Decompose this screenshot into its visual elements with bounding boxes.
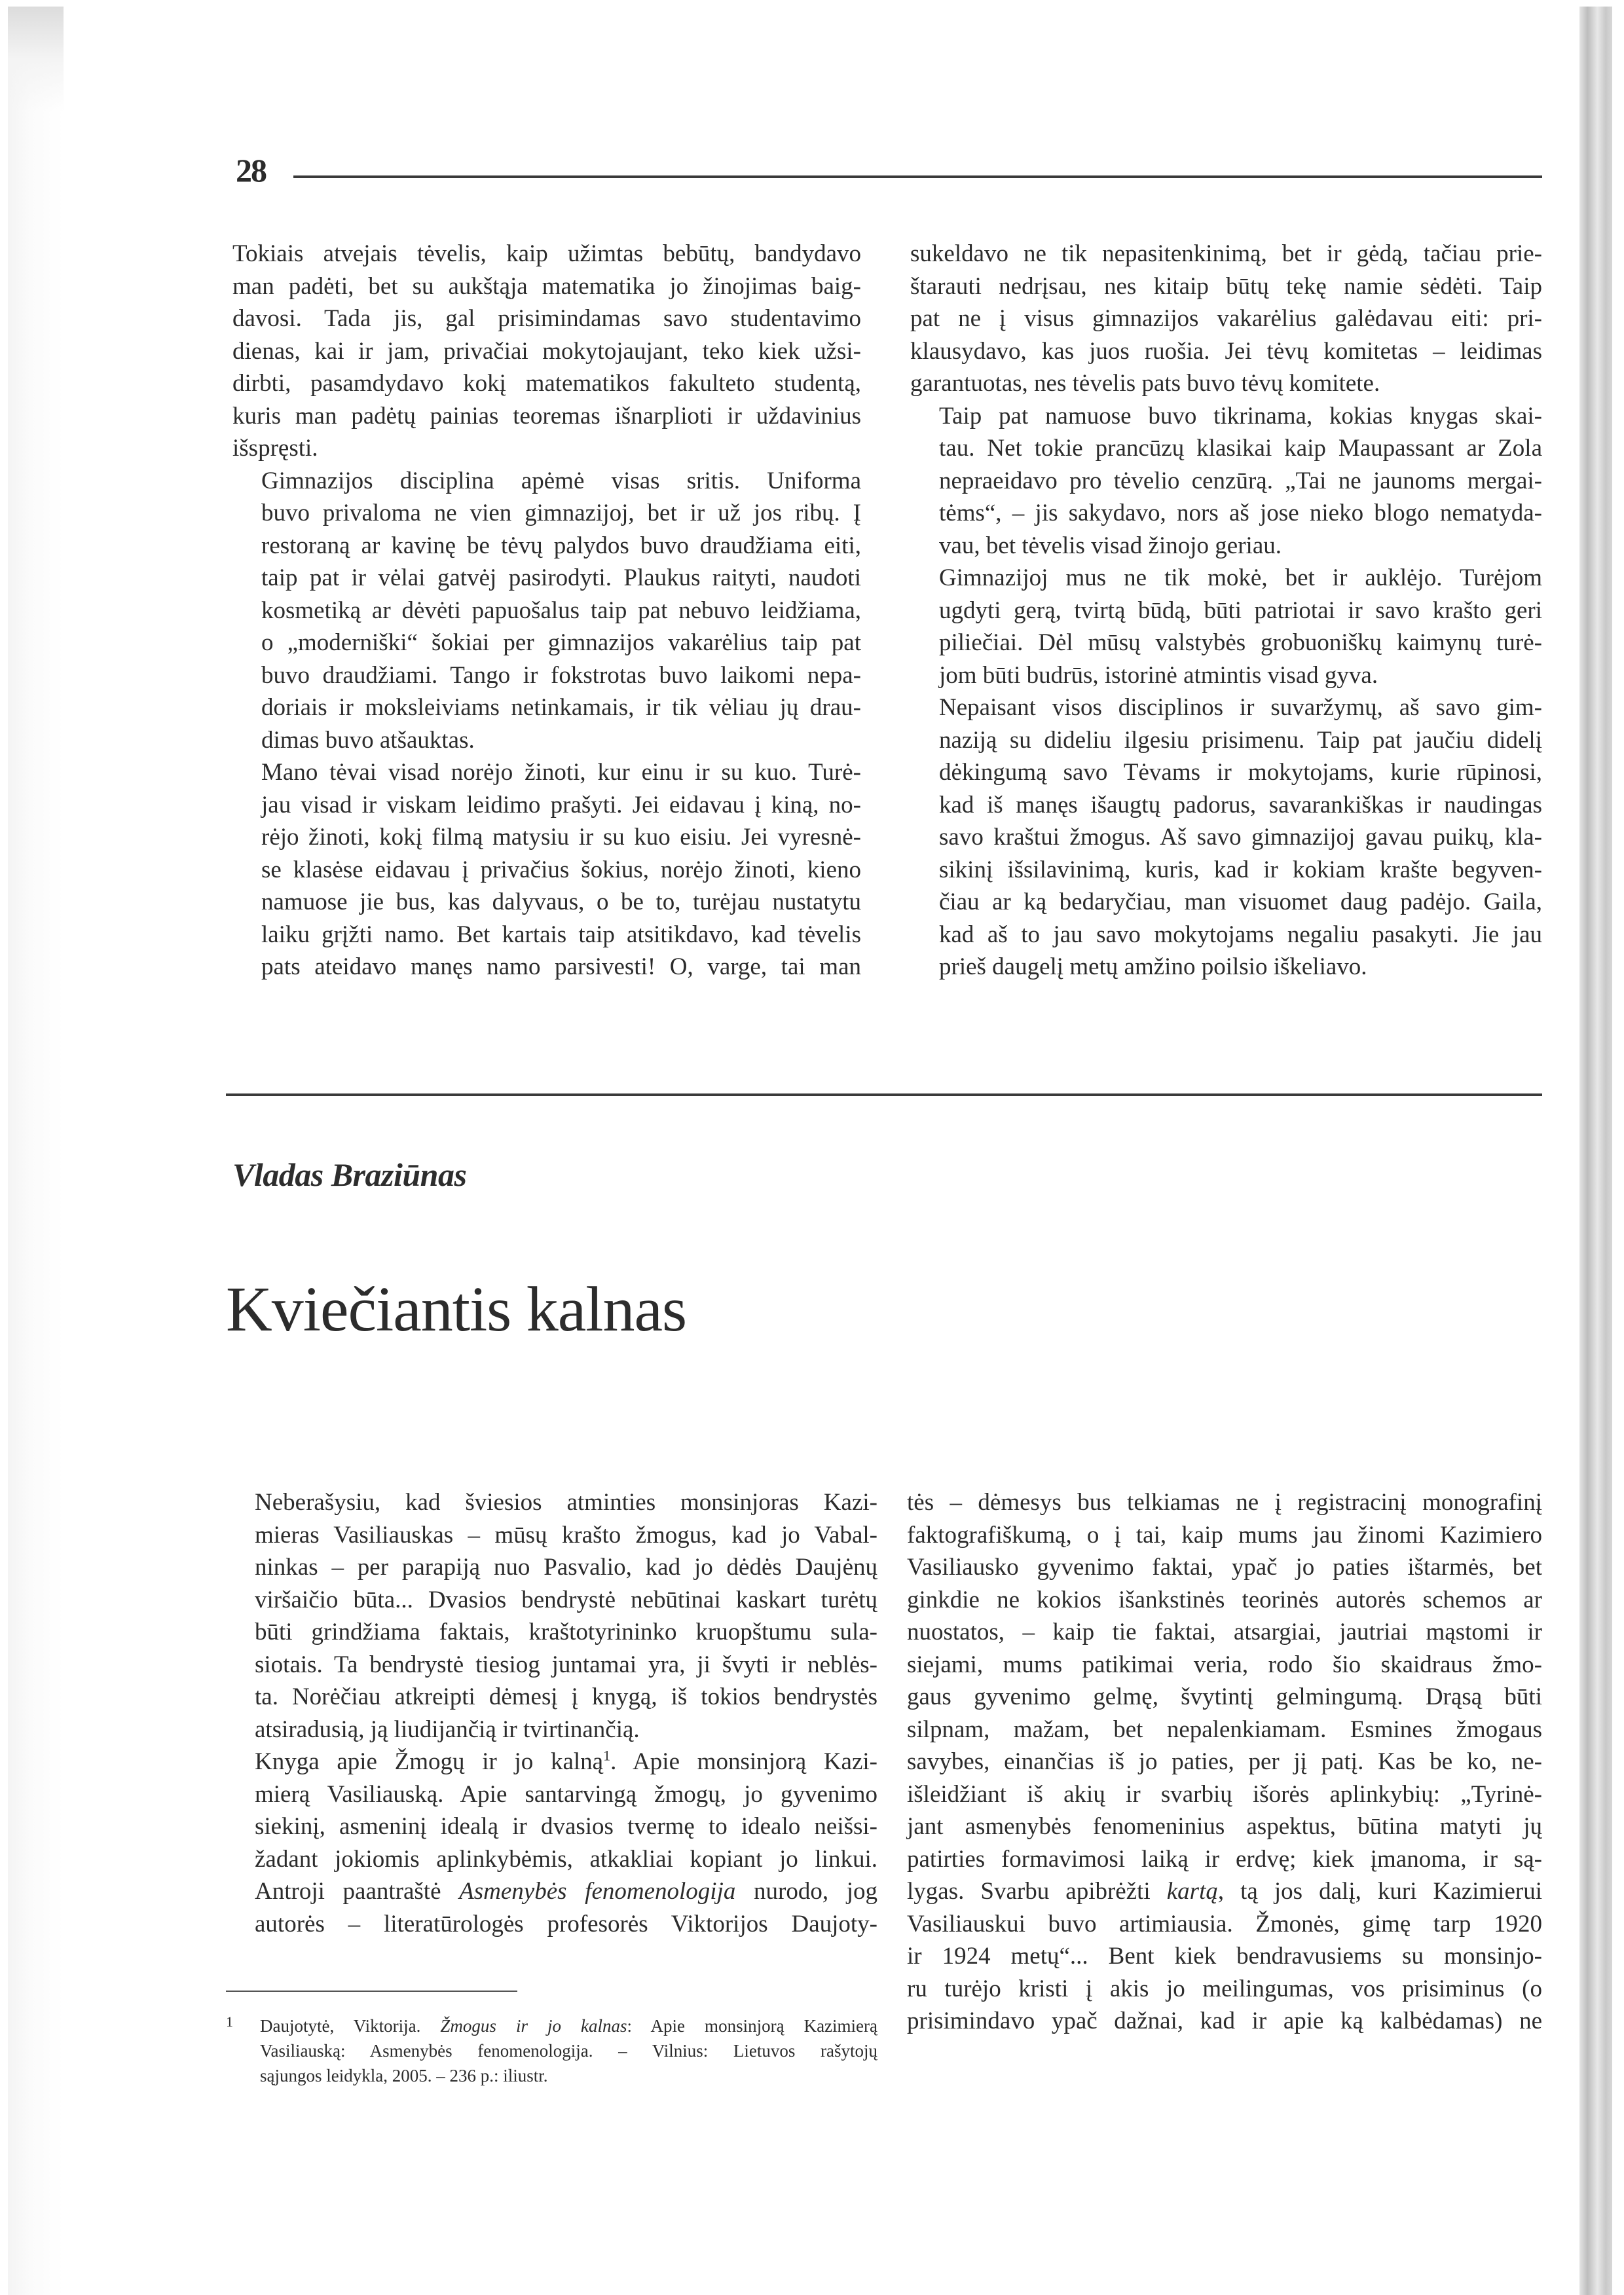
text-line: buvo draudžiami. Tango ir fokstrotas buvo laikomi nepa- [261, 661, 861, 689]
text-line: rėjo žinoti, kokį filmą matysiu ir su kuo eisiu. Jei vyresnė- [261, 824, 861, 851]
text-line: pats ateidavo manęs namo parsivesti! O, varge, tai man [261, 953, 861, 980]
italic-subtitle: Asmenybės fenomenologija [459, 1878, 736, 1905]
text-line: žadant jokiomis aplinkybėmis, atkakliai kopiant jo linkui. [255, 1845, 877, 1873]
text-line: siekinį, asmeninį idealą ir dvasios tvermę to idealo neišsi- [255, 1813, 877, 1840]
text-line: Taip pat namuose buvo tikrinama, kokias knygas skai- [939, 402, 1542, 430]
text-line: Knyga apie Žmogų ir jo kalną$^1$. Apie monsinjorą Kazi- [255, 1747, 878, 1775]
text-line: išspręsti. [232, 435, 318, 462]
text-line: restoraną ar kavinę be tėvų palydos buvo draudžiama eiti, [261, 532, 861, 559]
text-line: sikinį išsilavinimą, kuris, kad ir kokiam krašte begyven- [939, 856, 1542, 883]
text-line: Nepaisant visos disciplinos ir suvaržymų, aš savo gim- [939, 694, 1542, 721]
text-line: kuris man padėtų painias teoremas išnarplioti ir uždavinius [232, 402, 861, 430]
text-line: prisimindavo ypač dažnai, kad ir apie ką kalbėdamas) ne [907, 2008, 1542, 2034]
text-line: faktografiškumą, o į tai, kaip mums jau žinomi Kazimiero [907, 1521, 1542, 1549]
text-line: jant asmenybės fenomeninius aspektus, būtina matyti jų [907, 1813, 1542, 1840]
article-title: Kviečiantis kalnas [226, 1274, 687, 1345]
text-line: dienas, kai ir jam, privačiai mokytojaujant, teko kiek užsi- [232, 337, 861, 365]
paragraph [910, 562, 1542, 691]
header-rule [293, 175, 1542, 178]
text-line: autorės – literatūrologės profesorės Viktorijos Daujoty- [255, 1910, 877, 1937]
text-line: vau, bet tėvelis visad žinojo geriau. [939, 532, 1282, 559]
text-line: ugdyti gerą, tvirtą būdą, būti patriotai ir savo krašto geri [939, 597, 1542, 624]
text-line: savybes, einančias iš jo paties, per jį patį. Kas be ko, ne- [907, 1748, 1542, 1775]
text-line: ninkas – per parapiją nuo Pasvalio, kad jo dėdės Daujėnų [255, 1554, 877, 1581]
text-line: sąjungos leidykla, 2005. – 236 p.: iliustr. [260, 2066, 548, 2085]
text-line: jom būti budrūs, istorinė atmintis visad gyva. [939, 661, 1378, 689]
text-line: mierą Vasiliauską. Apie santarvingą žmogų, jo gyvenimo [255, 1780, 877, 1808]
text-line: Gimnazijos disciplina apėmė visas sritis. Uniforma [261, 467, 861, 494]
text-line: namuose jie bus, kas dalyvaus, o be to, turėjau nustatytu [261, 889, 861, 915]
text-line: kad aš to jau savo mokytojams negaliu pasakyti. Jie jau [939, 921, 1542, 948]
article-author: Vladas Braziūnas [232, 1156, 467, 1193]
footnote [226, 2013, 877, 2088]
text-line: Daujotytė, Viktorija. Žmogus ir jo kalnas: Apie monsinjorą Kazimierą [260, 2016, 878, 2036]
text-line: Antroji paantraštė Asmenybės fenomenologija nurodo, jog [255, 1878, 877, 1905]
paragraph [910, 691, 1542, 983]
text-line: davosi. Tada jis, gal prisimindamas savo studentavimo [232, 305, 861, 332]
text-line: klausydavo, kas juos ruošia. Jei tėvų komitetas – leidimas [910, 337, 1542, 365]
text-line: štarauti nedrįsau, nes kitaip būtų tekę namie sėdėti. Taip [910, 272, 1542, 300]
text-line: dirbti, pasamdydavo kokį matematikos fakulteto studentą, [232, 370, 861, 397]
paragraph [232, 238, 861, 465]
italic-term: kartą [1166, 1878, 1218, 1905]
text-line: Vasiliauską: Asmenybės fenomenologija. – Vilnius: Lietuvos rašytojų [260, 2041, 877, 2061]
text-line: gaus gyvenimo gelmę, švytintį gelmingumą. Drąsą būti [907, 1683, 1542, 1710]
text-line: garantuotas, nes tėvelis pats buvo tėvų komitete. [910, 370, 1380, 397]
text-line: doriais ir moksleiviams netinkamais, ir tik vėliau jų drau- [261, 694, 861, 721]
scan-edge-right [1579, 7, 1612, 2295]
text-line: čiau ar ką bedaryčiau, man visuomet daug padėjo. Gaila, [939, 889, 1542, 915]
paragraph [226, 1486, 877, 1746]
page-number: 28 [236, 152, 266, 189]
text-line: dėkingumą savo Tėvams ir mokytojams, kurie rūpinosi, [939, 759, 1542, 786]
text-line: patirties formavimosi laiką ir erdvę; kiek įmanoma, ir są- [907, 1845, 1542, 1873]
text-line: taip pat ir vėlai gatvėj pasirodyti. Plaukus raityti, naudoti [261, 564, 861, 591]
prev-article-left-column [232, 238, 861, 983]
text-line: prieš daugelį metų amžino poilsio iškeliavo. [939, 953, 1367, 980]
text-line: būti grindžiama faktais, kraštotyrininko kruopštumu sula- [255, 1619, 877, 1645]
text-line: siotais. Ta bendrystė tiesiog juntamai yra, ji švyti ir neblės- [255, 1651, 877, 1678]
text-line: Vasiliausko gyvenimo faktai, ypač jo paties ištarmės, bet [907, 1554, 1542, 1581]
text-line: sukeldavo ne tik nepasitenkinimą, bet ir gėdą, tačiau prie- [910, 240, 1542, 267]
paragraph [910, 400, 1542, 562]
paragraph [226, 1746, 877, 1940]
text-line: mieras Vasiliauskas – mūsų krašto žmogus, kad jo Vabal- [255, 1521, 877, 1549]
text-line: buvo privaloma ne vien gimnazijoj, bet ir už jos ribų. Į [261, 500, 861, 526]
text-line: kosmetiką ar dėvėti papuošalus taip pat nebuvo leidžiama, [261, 597, 861, 624]
text-line: siejami, mums patikimai veria, rodo šio skaidraus žmo- [907, 1651, 1542, 1678]
text-line: Mano tėvai visad norėjo žinoti, kur einu ir su kuo. Turė- [261, 759, 861, 786]
text-line: piliečiai. Dėl mūsų valstybės grobuoniškų kaimynų turė- [939, 629, 1542, 656]
text-line: viršaičio būta... Dvasios bendrystė nebūtinai kaskart turėtų [255, 1586, 877, 1613]
text-line: išleidžiant iš akių ir svarbių išorės aplinkybių: „Tyrinė- [907, 1780, 1542, 1808]
paragraph [910, 238, 1542, 400]
paragraph [907, 1486, 1542, 2038]
page-header [236, 147, 1542, 193]
text-line: Vasiliauskui buvo artimiausia. Žmonės, gimę tarp 1920 [907, 1910, 1542, 1937]
scan-shadow-top-left [8, 7, 64, 111]
text-line: ta. Norėčiau atkreipti dėmesį į knygą, iš tokios bendrystės [255, 1683, 877, 1710]
section-divider [226, 1093, 1542, 1096]
paragraph [232, 756, 861, 983]
text-line: atsiradusią, ją liudijančią ir tvirtinančią. [255, 1716, 640, 1743]
footnote-rule [226, 1991, 517, 1992]
text-line: tės – dėmesys bus telkiamas ne į registracinį monografinį [907, 1489, 1542, 1516]
text-line: Neberašysiu, kad šviesios atminties monsinjoras Kazi- [255, 1489, 877, 1516]
text-line: ir 1924 metų“... Bent kiek bendravusiems su monsinjo- [907, 1943, 1542, 1970]
text-line: dimas buvo atšauktas. [261, 726, 475, 754]
text-line: ru turėjo kristi į akis jo meilingumas, vos prisiminus (o [907, 1975, 1542, 2002]
footnote-ref[interactable]: 1 [603, 1747, 611, 1764]
text-line: kad iš manęs išaugtų padorus, savarankiškas ir naudingas [939, 791, 1542, 818]
prev-article-right-column [910, 238, 1542, 983]
text-line: lygas. Svarbu apibrėžti kartą, tą jos dalį, kuri Kazimierui [907, 1878, 1542, 1905]
text-line: tėms“, – jis sakydavo, nors aš jose nieko blogo nematyda- [939, 500, 1542, 526]
text-line: Gimnazijoj mus ne tik mokė, bet ir auklėjo. Turėjom [939, 564, 1542, 591]
text-line: savo kraštui žmogus. Aš savo gimnazijoj gavau puikų, kla- [939, 824, 1542, 851]
text-line: naziją su dideliu ilgesiu prisimenu. Taip pat jaučiu didelį [939, 726, 1542, 754]
text-line: pat ne į visus gimnazijos vakarėlius galėdavau eiti: pri- [910, 305, 1542, 332]
text-line: Tokiais atvejais tėvelis, kaip užimtas bebūtų, bandydavo [232, 240, 861, 267]
paragraph [232, 465, 861, 757]
text-line: tau. Net tokie prancūzų klasikai kaip Maupassant ar Zola [939, 435, 1542, 462]
text-line: silpnam, mažam, bet nepalenkiamam. Esmines žmogaus [907, 1716, 1542, 1743]
footnote-number: 1 [226, 2013, 233, 2030]
footnote-text [260, 2013, 877, 2088]
text-line: nepraeidavo pro tėvelio cenzūrą. „Tai ne jaunoms mergai- [939, 467, 1542, 494]
text-line: se klasėse eidavau į privačius šokius, norėjo žinoti, kieno [261, 856, 861, 883]
text-line: ginkdie ne kokios išankstinės teorinės autorės schemos ar [907, 1586, 1542, 1613]
text-line: man padėti, bet su aukštąja matematika jo žinojimas baig- [232, 272, 861, 300]
text-line: nuostatos, – kaip tie faktai, atsargiai, jautriai mąstomi ir [907, 1619, 1542, 1645]
text-line: laiku grįžti namo. Bet kartais taip atsitikdavo, kad tėvelis [261, 921, 861, 948]
text-line: jau visad ir viskam leidimo prašyti. Jei eidavau į kiną, no- [261, 791, 861, 818]
article-left-column [226, 1486, 877, 1940]
scan-edge-left [8, 7, 64, 2295]
article-right-column [907, 1486, 1542, 2038]
text-line: o „moderniški“ šokiai per gimnazijos vakarėlius taip pat [261, 629, 861, 656]
italic-book-title: Žmogus ir jo kalnas [440, 2016, 627, 2036]
